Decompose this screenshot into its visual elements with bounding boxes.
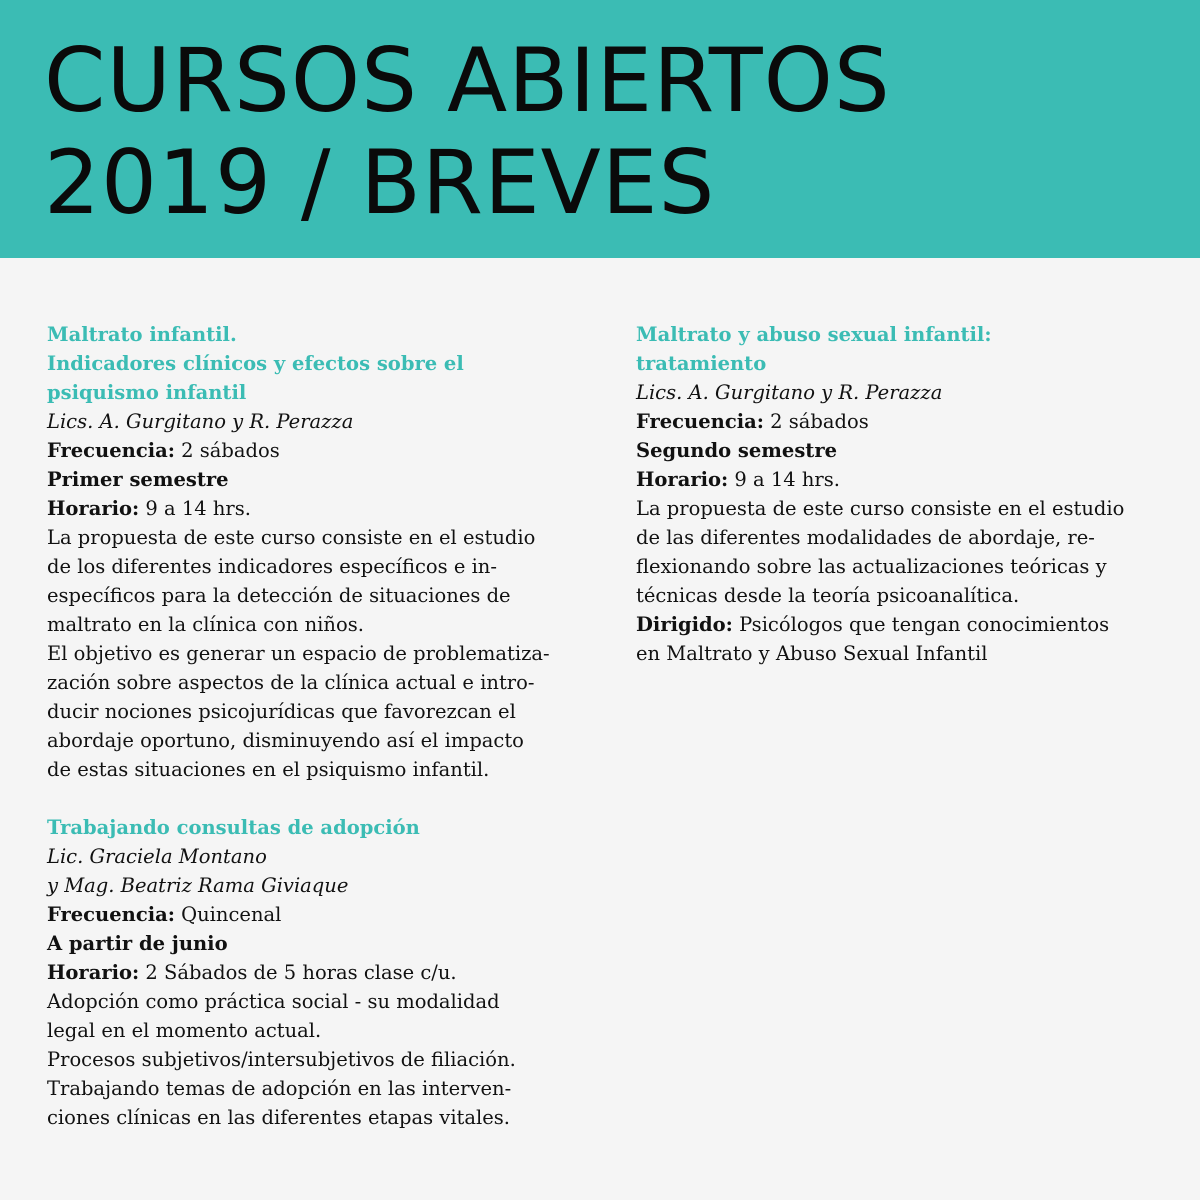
course-semester: Segundo semestre xyxy=(636,439,837,462)
course-body-line: Procesos subjetivos/intersubjetivos de filiación. xyxy=(47,1048,516,1071)
frecuencia-label: Frecuencia: xyxy=(47,439,175,462)
horario-value: 9 a 14 hrs. xyxy=(728,468,840,491)
course-body-line: flexionando sobre las actualizaciones teóricas y xyxy=(636,555,1107,578)
course-body-line: zación sobre aspectos de la clínica actual e intro- xyxy=(47,671,535,694)
horario-value: 2 Sábados de 5 horas clase c/u. xyxy=(139,961,457,984)
dirigido-value: Psicólogos que tengan conocimientos xyxy=(732,613,1110,636)
course-body-line: de estas situaciones en el psiquismo infantil. xyxy=(47,758,490,781)
dirigido-label: Dirigido: xyxy=(636,613,733,636)
course-horario xyxy=(47,958,577,987)
horario-label: Horario: xyxy=(636,468,729,491)
course-body-line: legal en el momento actual. xyxy=(47,1019,322,1042)
frecuencia-label: Frecuencia: xyxy=(636,410,764,433)
course-teachers: Lics. A. Gurgitano y R. Perazza xyxy=(636,381,943,404)
course-body-line: de los diferentes indicadores específicos e in- xyxy=(47,555,497,578)
horario-value: 9 a 14 hrs. xyxy=(139,497,251,520)
course-title: Trabajando consultas de adopción xyxy=(47,816,420,839)
course-body-line: ciones clínicas en las diferentes etapas vitales. xyxy=(47,1106,511,1129)
course-body-line: maltrato en la clínica con niños. xyxy=(47,613,364,636)
frecuencia-value: 2 sábados xyxy=(174,439,280,462)
course-body-line: específicos para la detección de situaciones de xyxy=(47,584,511,607)
course-teachers: Lic. Graciela Montano xyxy=(47,845,267,868)
course-semester: Primer semestre xyxy=(47,468,229,491)
course-body-line: La propuesta de este curso consiste en el estudio xyxy=(636,497,1125,520)
course-dirigido xyxy=(636,610,1166,639)
course-body-line: Adopción como práctica social - su modalidad xyxy=(47,990,500,1013)
course-body-line: Trabajando temas de adopción en las interven- xyxy=(47,1077,512,1100)
course-body-line: La propuesta de este curso consiste en el estudio xyxy=(47,526,536,549)
course-body-line: ducir nociones psicojurídicas que favorezcan el xyxy=(47,700,516,723)
course-frecuencia xyxy=(636,407,1166,436)
page-title xyxy=(44,30,891,234)
course-teachers: y Mag. Beatriz Rama Giviaque xyxy=(47,874,349,897)
course-title: psiquismo infantil xyxy=(47,381,247,404)
frecuencia-label: Frecuencia: xyxy=(47,903,175,926)
header-banner xyxy=(0,0,1200,258)
frecuencia-value: 2 sábados xyxy=(763,410,869,433)
frecuencia-value: Quincenal xyxy=(174,903,282,926)
page-title-line-1: CURSOS ABIERTOS xyxy=(44,29,891,132)
course-body-line: El objetivo es generar un espacio de problematiza- xyxy=(47,642,550,665)
course-teachers: Lics. A. Gurgitano y R. Perazza xyxy=(47,410,354,433)
course-dirigido-line-2: en Maltrato y Abuso Sexual Infantil xyxy=(636,642,988,665)
course-title: Maltrato y abuso sexual infantil: xyxy=(636,323,992,346)
course-maltrato-infantil xyxy=(47,320,577,784)
course-body-line: abordaje oportuno, disminuyendo así el impacto xyxy=(47,729,524,752)
left-column xyxy=(47,320,577,1161)
horario-label: Horario: xyxy=(47,961,140,984)
page-title-line-2: 2019 / BREVES xyxy=(44,131,716,234)
course-title: tratamiento xyxy=(636,352,767,375)
course-horario xyxy=(636,465,1166,494)
course-horario xyxy=(47,494,577,523)
course-body-line: técnicas desde la teoría psicoanalítica. xyxy=(636,584,1020,607)
horario-label: Horario: xyxy=(47,497,140,520)
course-frecuencia xyxy=(47,436,577,465)
course-maltrato-abuso-tratamiento xyxy=(636,320,1166,668)
course-start: A partir de junio xyxy=(47,932,228,955)
course-body-line: de las diferentes modalidades de abordaje, re- xyxy=(636,526,1095,549)
course-adopcion xyxy=(47,813,577,1132)
course-title: Indicadores clínicos y efectos sobre el xyxy=(47,352,464,375)
course-frecuencia xyxy=(47,900,577,929)
course-title: Maltrato infantil. xyxy=(47,323,237,346)
right-column xyxy=(636,320,1166,697)
